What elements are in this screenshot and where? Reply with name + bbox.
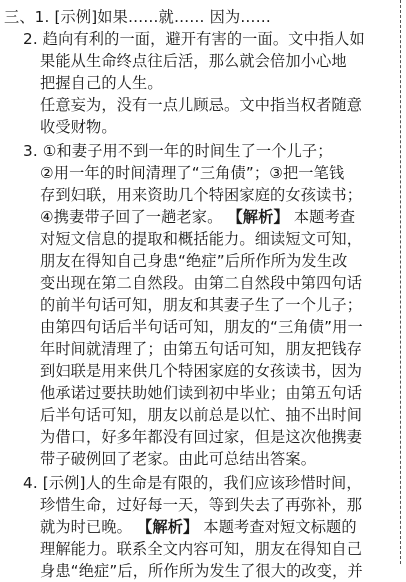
answer-line: 4. [示例]人的生命是有限的，我们应该珍惜时间， xyxy=(23,474,362,492)
answer-text: 本题考查对短文标题的 xyxy=(203,518,357,536)
answer-line: 变出现在第二自然段。由第二自然段中第四句话 xyxy=(40,274,363,292)
answer-line: 为借口，好多年都没有回过家，但是这次他携妻 xyxy=(40,428,363,446)
answer-line: 他承诺过要扶助她们读到初中毕业；由第五句话 xyxy=(40,384,363,402)
answer-line xyxy=(40,206,355,228)
answer-text: ④携妻带子回了一趟老家。 xyxy=(40,208,223,226)
answer-line: 果能从生命终点往后活，那么就会倍加小心地 xyxy=(40,52,347,70)
answer-line: 朋友在得知自己身患“绝症”后所作所为发生改 xyxy=(40,252,348,270)
analysis-tag: 【解析】 xyxy=(227,208,289,226)
answer-line: 2. 趋向有利的一面，避开有害的一面。文中指人如 xyxy=(23,30,365,48)
answer-line: 带子破例回了老家。由此可总结出答案。 xyxy=(40,450,317,468)
answer-line: 身患“绝症”后，所作所为发生了很大的改变，并 xyxy=(40,562,363,580)
answer-text: 就为时已晚。 xyxy=(40,518,133,536)
answer-line: 的前半句话可知，朋友和其妻子生了一个儿子； xyxy=(40,296,363,314)
answer-line: 到妇联是用来供几个特困家庭的女孩读书，因为 xyxy=(40,362,363,380)
dashed-cut-line xyxy=(400,0,401,564)
answer-line: 由第四句话后半句话可知，朋友的“三角债”用一 xyxy=(40,318,363,336)
answer-line: 存到妇联，用来资助几个特困家庭的女孩读书； xyxy=(40,186,363,204)
answer-line: 对短文信息的提取和概括能力。细读短文可知， xyxy=(40,230,363,248)
analysis-tag: 【解析】 xyxy=(137,518,199,536)
answer-line: 把握自己的人生。 xyxy=(40,74,163,92)
answer-line: 任意妄为，没有一点儿顾忌。文中指当权者随意 xyxy=(40,96,363,114)
answer-line xyxy=(40,516,357,538)
answer-line: 三、1. [示例]如果……就…… 因为…… xyxy=(4,8,271,26)
answer-text: 本题考查 xyxy=(293,208,356,226)
answer-line: 收受财物。 xyxy=(40,118,117,136)
answer-line: 理解能力。联系全文内容可知，朋友在得知自己 xyxy=(40,540,363,558)
answer-line: 后半句话可知，朋友以前总是以忙、抽不出时间 xyxy=(40,406,363,424)
answer-line: 年时间就清理了；由第五句话可知，朋友把钱存 xyxy=(40,340,363,358)
answer-line: ②用一年的时间清理了“三角债”；③把一笔钱 xyxy=(40,164,345,182)
answer-line: 珍惜生命，过好每一天，等到失去了再弥补，那 xyxy=(40,496,363,514)
answer-line: 3. ①和妻子用不到一年的时间生了一个儿子； xyxy=(23,142,333,160)
